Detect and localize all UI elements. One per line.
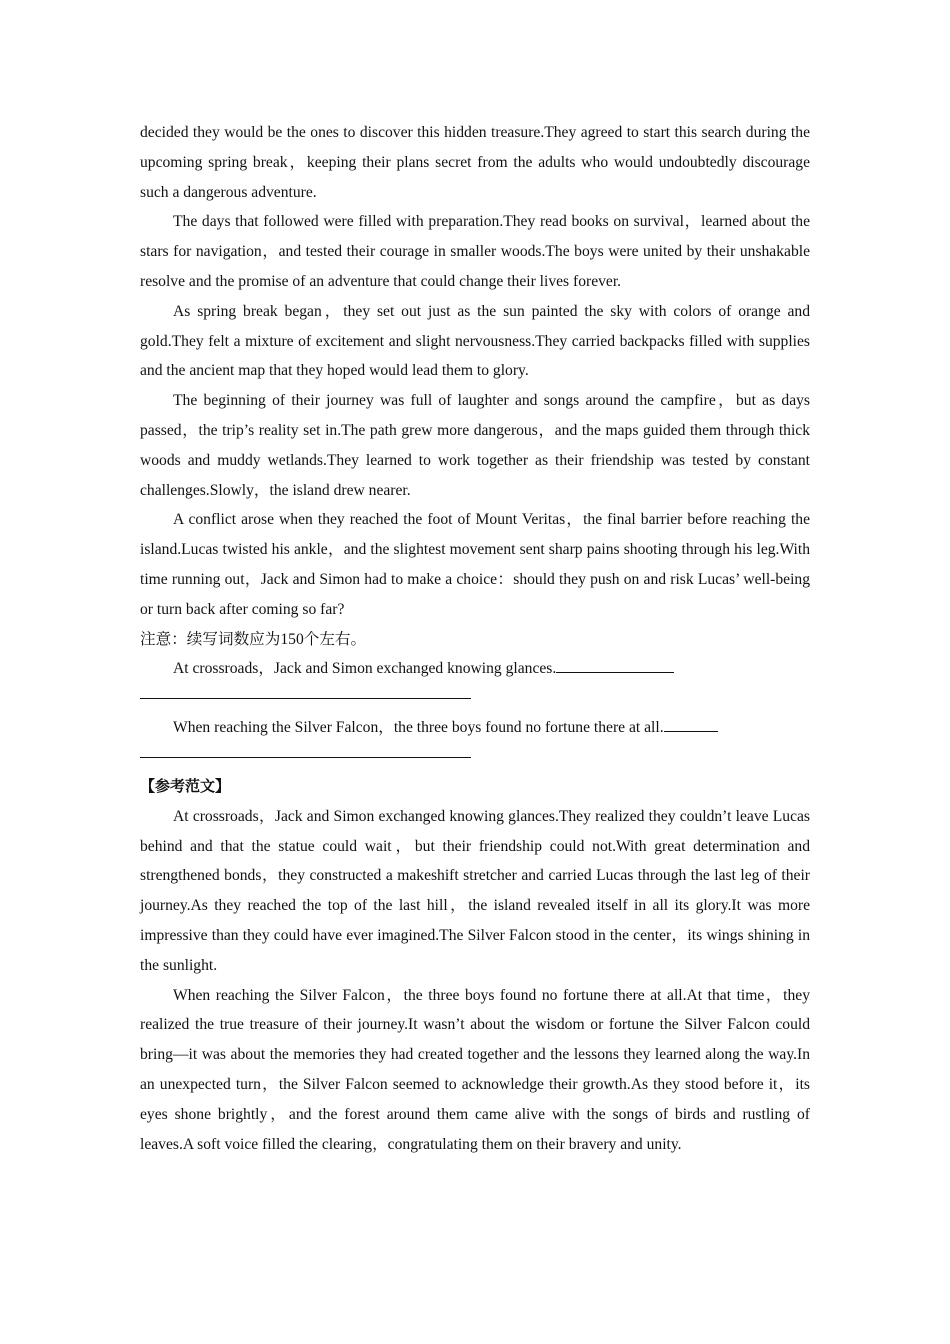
answer-blank — [664, 713, 718, 732]
story-paragraph: The beginning of their journey was full of laughter and songs around the campfire，but as days passed，the trip’s reality set in.The path grew more dangerous，and the maps guided them through thick woods and muddy wetlands.They learned to work together as their friendship was tested by constant challenges.Slowly，the island drew nearer. — [140, 392, 810, 499]
document-page — [140, 118, 810, 1159]
story-paragraph: The days that followed were filled with preparation.They read books on survival，learned about the stars for navigation，and tested their courage in smaller woods.The boys were united by their unshakable resolve and the promise of an adventure that could change their lives forever. — [140, 213, 810, 290]
answer-blank — [556, 654, 674, 673]
story-paragraph: decided they would be the ones to discover this hidden treasure.They agreed to start this search during the upcoming spring break，keeping their plans secret from the adults who would undoubtedly discourage such a dangerous adventure. — [140, 124, 810, 201]
word-count-note: 注意：续写词数应为150个左右。 — [140, 630, 367, 648]
reference-essay-heading: 【参考范文】 — [140, 776, 231, 795]
story-paragraph: A conflict arose when they reached the foot of Mount Veritas，the final barrier before reaching the island.Lucas twisted his ankle，and the slightest movement sent sharp pains shooting through his leg.With time running out，Jack and Simon had to make a choice：should they push on and risk Lucas’ well-being or turn back after coming so far? — [140, 511, 810, 618]
continuation-prompt-1 — [140, 654, 810, 684]
prompt-text: When reaching the Silver Falcon，the three boys found no fortune there at all. — [173, 719, 664, 737]
prompt-text: At crossroads，Jack and Simon exchanged knowing glances. — [173, 660, 557, 678]
sample-paragraph: When reaching the Silver Falcon，the three boys found no fortune there at all.At that time，they realized the true treasure of their journey.It wasn’t about the wisdom or fortune the Silver Falcon could bring—it was about the memories they had created together and the lessons they learned along the way.In an unexpected turn，the Silver Falcon seemed to acknowledge their growth.As they stood before it，its eyes shone brightly，and the forest around them came alive with the songs of birds and rustling of leaves.A soft voice filled the clearing，congratulating them on their bravery and unity. — [140, 986, 810, 1153]
sample-paragraph: At crossroads，Jack and Simon exchanged knowing glances.They realized they couldn’t leave Lucas behind and that the statue could wait，but their friendship could not.With great determination and strengthened bonds，they constructed a makeshift stretcher and carried Lucas through the last leg of their journey.As they reached the top of the last hill，the island revealed itself in all its glory.It was more impressive than they could have ever imagined.The Silver Falcon stood in the center，its wings shining in the sunlight. — [140, 807, 810, 974]
answer-line — [140, 698, 471, 699]
story-paragraph: As spring break began，they set out just as the sun painted the sky with colors of orange and gold.They felt a mixture of excitement and slight nervousness.They carried backpacks filled with supplies and the ancient map that they hoped would lead them to glory. — [140, 302, 810, 380]
answer-line — [140, 757, 471, 758]
continuation-prompt-2 — [140, 713, 810, 743]
